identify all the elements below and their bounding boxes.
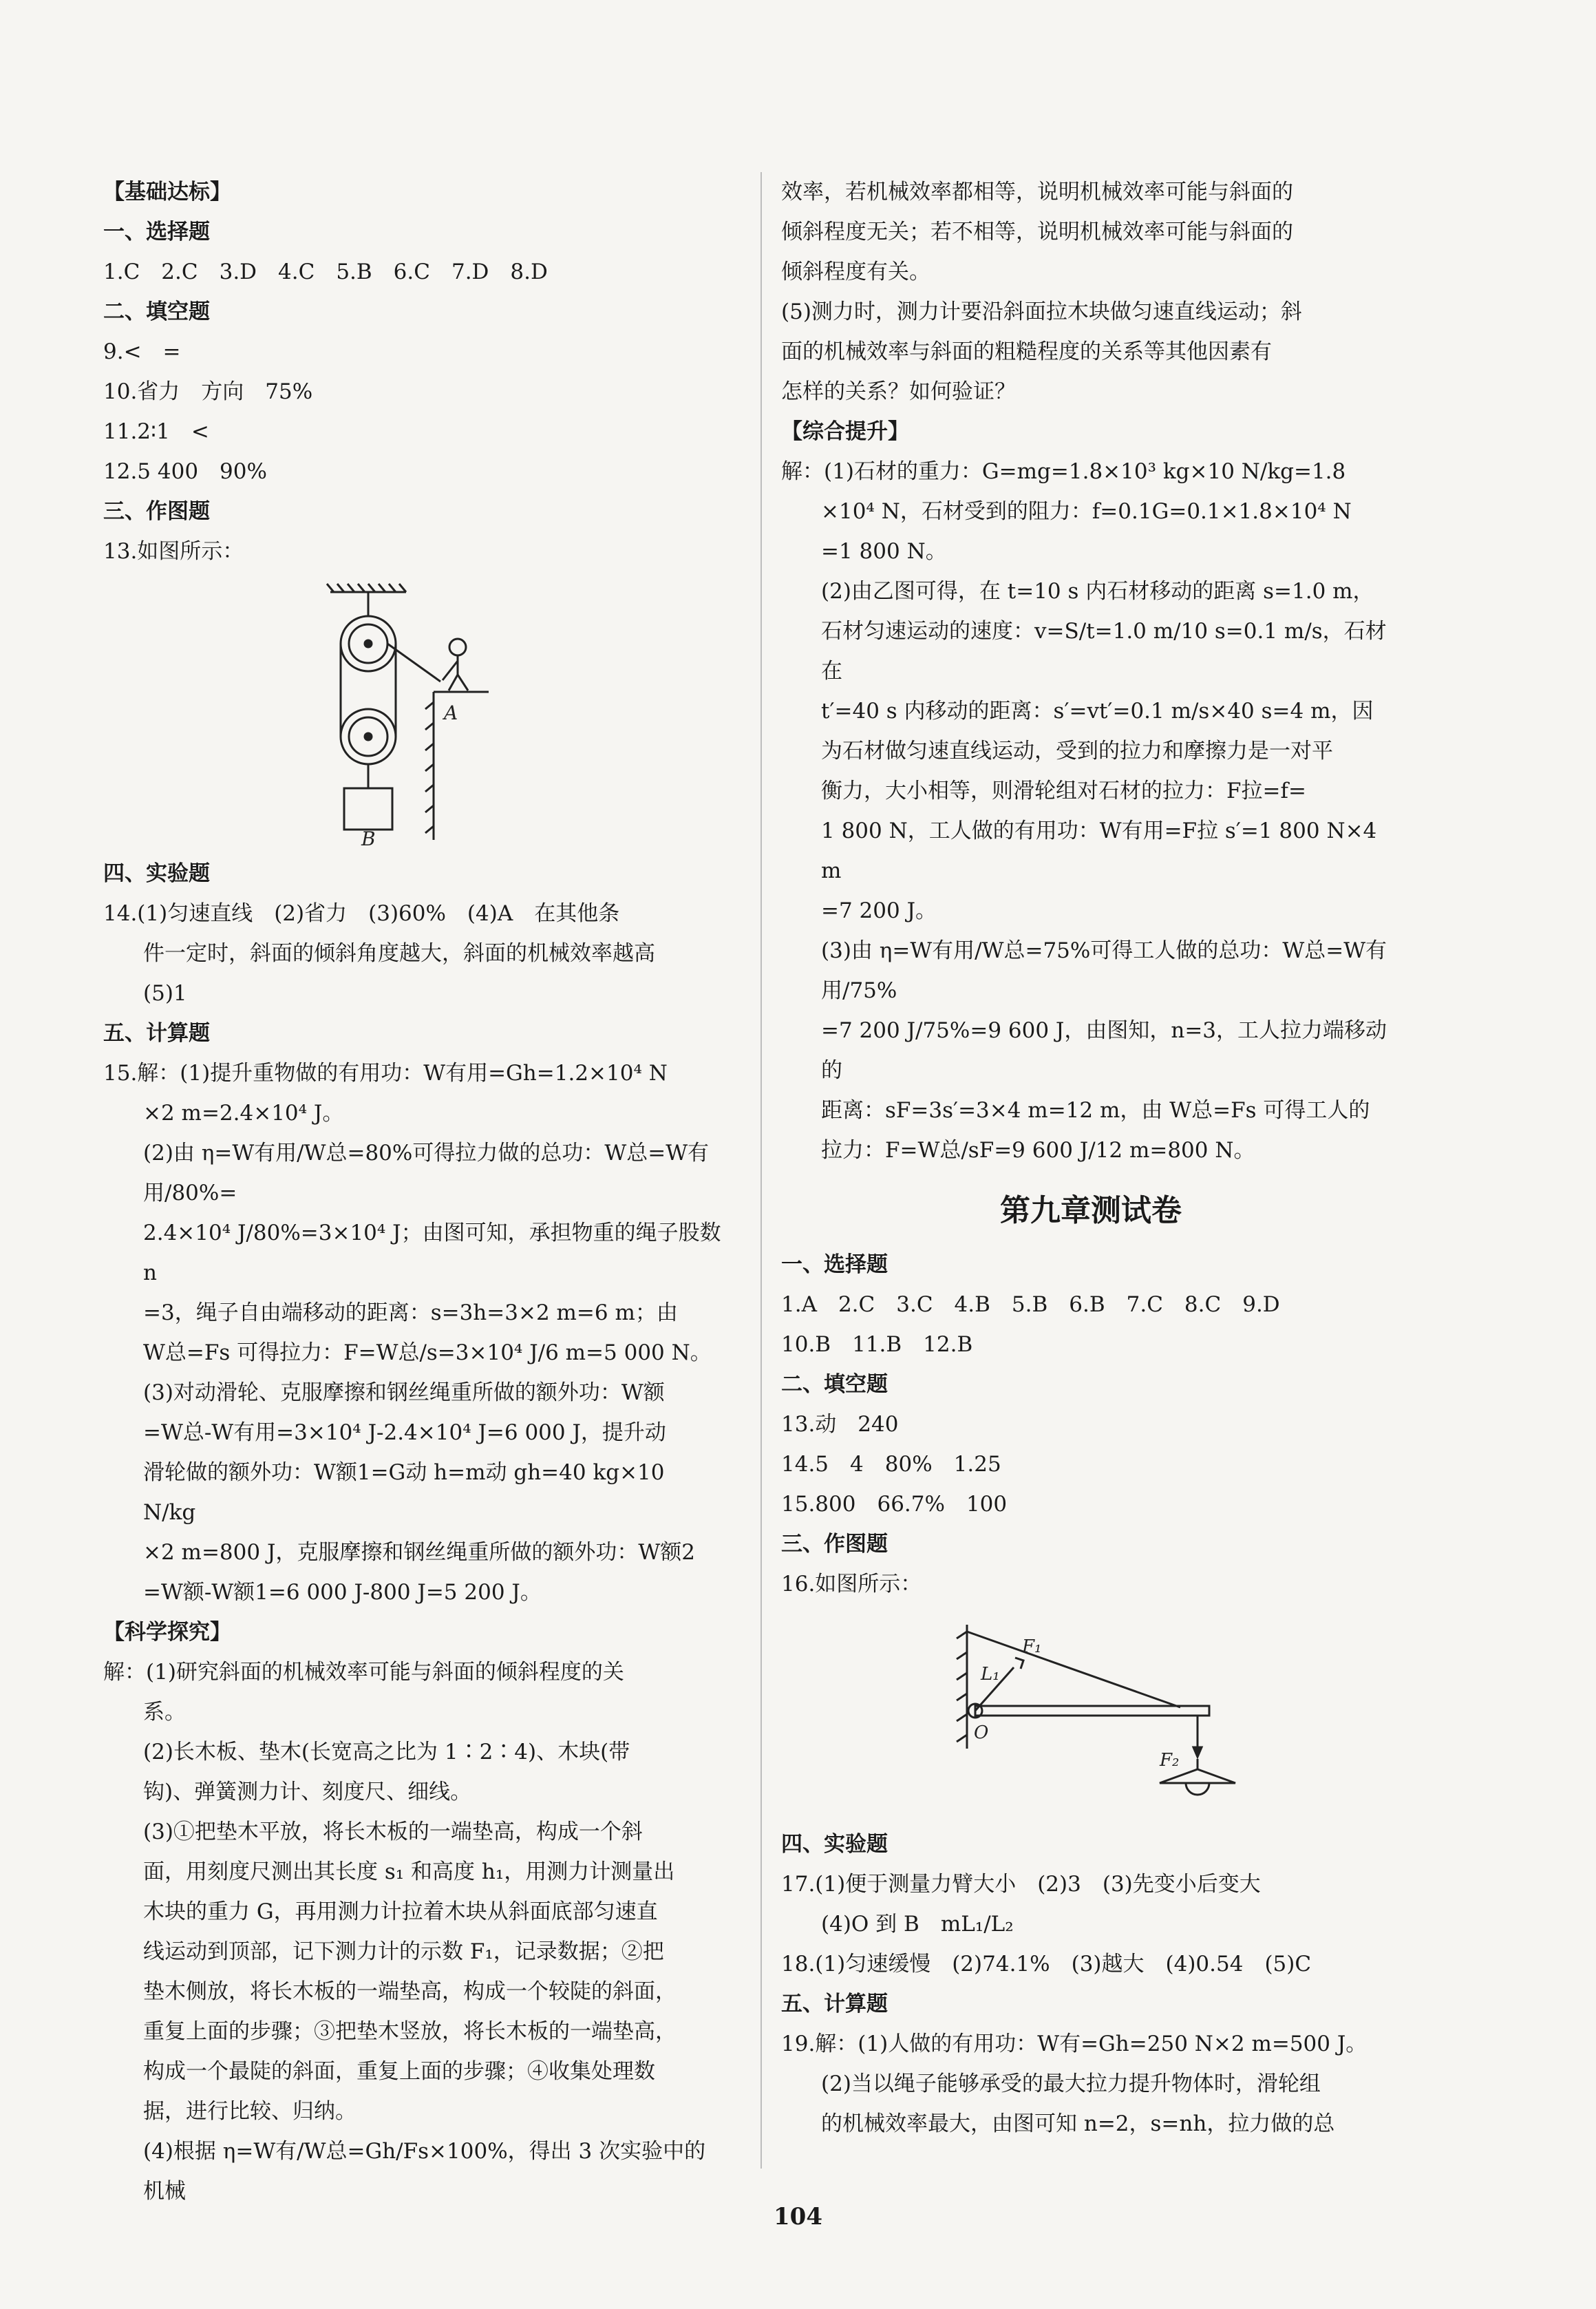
fig16-f2: F₂	[1160, 1750, 1180, 1771]
q14-line: 14.(1)匀速直线 (2)省力 (3)60% (4)A 在其他条	[103, 901, 620, 926]
q15-line: ×2 m=2.4×10⁴ J。	[143, 1101, 344, 1126]
fill-answer: 15.800 66.7% 100	[781, 1492, 1008, 1517]
fill-answer: 9.< =	[103, 339, 181, 364]
fill-answer: 13.动 240	[781, 1412, 899, 1437]
q15-line: =3，绳子自由端移动的距离：s=3h=3×2 m=6 m；由	[143, 1300, 678, 1325]
q19-line: 的机械效率最大，由图可知 n=2，s=nh，拉力做的总	[821, 2111, 1335, 2136]
q18-line: 18.(1)匀速缓慢 (2)74.1% (3)越大 (4)0.54 (5)C	[781, 1952, 1312, 1976]
sci-line: 构成一个最陡的斜面，重复上面的步骤；④收集处理数	[143, 2059, 655, 2084]
sci-cont-line: (5)测力时，测力计要沿斜面拉木块做匀速直线运动；斜	[781, 299, 1302, 324]
comp-line: 衡力，大小相等，则滑轮组对石材的拉力：F拉=f=	[821, 779, 1306, 803]
heading-fill: 二、填空题	[781, 1372, 888, 1397]
sci-line: 钩)、弹簧测力计、刻度尺、细线。	[143, 1780, 472, 1804]
heading-draw: 三、作图题	[103, 499, 210, 524]
fig16-f1: F₁	[1022, 1636, 1042, 1657]
q15-line: (3)对动滑轮、克服摩擦和钢丝绳重所做的额外功：W额	[143, 1380, 665, 1405]
comp-line: 为石材做匀速直线运动，受到的拉力和摩擦力是一对平	[821, 739, 1333, 763]
comp-line: =1 800 N。	[821, 539, 947, 564]
sci-cont-line: 倾斜程度无关；若不相等，说明机械效率可能与斜面的	[781, 220, 1293, 244]
q19-line: 19.解：(1)人做的有用功：W有=Gh=250 N×2 m=500 J。	[781, 2032, 1368, 2056]
section-comprehensive: 【综合提升】	[781, 419, 909, 444]
heading-calc: 五、计算题	[103, 1021, 210, 1046]
sci-line: 面，用刻度尺测出其长度 s₁ 和高度 h₁，用测力计测量出	[143, 1859, 675, 1884]
fill-answer: 11.2∶1 <	[103, 419, 209, 444]
choice-answers: 1.C 2.C 3.D 4.C 5.B 6.C 7.D 8.D	[103, 260, 548, 284]
heading-exp: 四、实验题	[103, 861, 210, 886]
comp-line: (3)由 η=W有用/W总=75%可得工人做的总功：W总=W有用/75%	[821, 938, 1387, 1003]
heading-calc: 五、计算题	[781, 1992, 888, 2016]
comp-line: =7 200 J/75%=9 600 J，由图知，n=3，工人拉力端移动的	[821, 1018, 1387, 1083]
choice-answers: 10.B 11.B 12.B	[781, 1332, 973, 1357]
q15-line: =W额-W额1=6 000 J-800 J=5 200 J。	[143, 1580, 542, 1605]
q14-line: (5)1	[143, 981, 187, 1006]
comp-line: 解：(1)石材的重力：G=mg=1.8×10³ kg×10 N/kg=1.8	[781, 459, 1346, 484]
sci-line: 线运动到顶部，记下测力计的示数 F₁，记录数据；②把	[143, 1939, 664, 1964]
q15-line: 15.解：(1)提升重物做的有用功：W有用=Gh=1.2×10⁴ N	[103, 1061, 668, 1086]
fill-answer: 10.省力 方向 75%	[103, 379, 313, 404]
pulley-figure	[103, 578, 723, 847]
q16-text: 16.如图所示：	[781, 1572, 922, 1596]
comp-line: 拉力：F=W总/sF=9 600 J/12 m=800 N。	[821, 1138, 1255, 1163]
sci-line: 系。	[143, 1700, 186, 1725]
heading-draw: 三、作图题	[781, 1532, 888, 1557]
right-column	[781, 172, 1401, 2144]
sci-line: 解：(1)研究斜面的机械效率可能与斜面的倾斜程度的关	[103, 1660, 624, 1685]
q15-line: 2.4×10⁴ J/80%=3×10⁴ J；由图可知，承担物重的绳子股数 n	[143, 1221, 721, 1285]
comp-line: 距离：sF=3s′=3×4 m=12 m，由 W总=Fs 可得工人的	[821, 1098, 1370, 1123]
sci-line: (2)长木板、垫木(长宽高之比为 1∶2∶4)、木块(带	[143, 1740, 630, 1764]
sci-cont-line: 怎样的关系？如何验证？	[781, 379, 1016, 404]
q17-line: 17.(1)便于测量力臂大小 (2)3 (3)先变小后变大	[781, 1872, 1261, 1897]
fig16-l1: L₁	[981, 1664, 1000, 1685]
left-column	[103, 172, 723, 2211]
comp-line: ×10⁴ N，石材受到的阻力：f=0.1G=0.1×1.8×10⁴ N	[821, 499, 1352, 524]
fill-answer: 14.5 4 80% 1.25	[781, 1452, 1001, 1477]
q15-line: ×2 m=800 J，克服摩擦和钢丝绳重所做的额外功：W额2	[143, 1540, 695, 1565]
fig16-o: O	[974, 1722, 989, 1743]
section-science: 【科学探究】	[103, 1620, 231, 1645]
sci-line: (3)①把垫木平放，将长木板的一端垫高，构成一个斜	[143, 1820, 643, 1844]
sci-cont-line: 面的机械效率与斜面的粗糙程度的关系等其他因素有	[781, 339, 1272, 364]
choice-answers: 1.A 2.C 3.C 4.B 5.B 6.B 7.C 8.C 9.D	[781, 1292, 1280, 1317]
column-divider	[760, 172, 762, 2169]
q17-line: (4)O 到 B mL₁/L₂	[821, 1912, 1014, 1937]
section-basic: 【基础达标】	[103, 180, 231, 204]
q14-line: 件一定时，斜面的倾斜角度越大，斜面的机械效率越高	[143, 941, 655, 966]
comp-line: (2)由乙图可得，在 t=10 s 内石材移动的距离 s=1.0 m，	[821, 579, 1374, 604]
comp-line: 石材匀速运动的速度：v=S/t=1.0 m/10 s=0.1 m/s，石材在	[821, 619, 1387, 684]
sci-line: 重复上面的步骤；③把垫木竖放，将长木板的一端垫高，	[143, 2019, 677, 2044]
fig13-label-b: B	[361, 827, 376, 847]
page-number: 104	[774, 2203, 822, 2231]
q19-line: (2)当以绳子能够承受的最大拉力提升物体时，滑轮组	[821, 2071, 1321, 2096]
comp-line: 1 800 N，工人做的有用功：W有用=F拉 s′=1 800 N×4 m	[821, 819, 1377, 883]
q15-line: (2)由 η=W有用/W总=80%可得拉力做的总功：W总=W有用/80%=	[143, 1141, 710, 1205]
heading-exp: 四、实验题	[781, 1832, 888, 1857]
sci-line: 垫木侧放，将长木板的一端垫高，构成一个较陡的斜面，	[143, 1979, 677, 2004]
heading-fill: 二、填空题	[103, 299, 210, 324]
comp-line: t′=40 s 内移动的距离：s′=vt′=0.1 m/s×40 s=4 m，因	[821, 699, 1374, 724]
sci-cont-line: 效率，若机械效率都相等，说明机械效率可能与斜面的	[781, 180, 1293, 204]
chapter-title: 第九章测试卷	[1000, 1193, 1182, 1228]
sci-line: 木块的重力 G，再用测力计拉着木块从斜面底部匀速直	[143, 1899, 658, 1924]
sci-line: (4)根据 η=W有/W总=Gh/Fs×100%，得出 3 次实验中的机械	[143, 2139, 706, 2204]
q15-line: =W总-W有用=3×10⁴ J-2.4×10⁴ J=6 000 J，提升动	[143, 1420, 666, 1445]
q15-line: W总=Fs 可得拉力：F=W总/s=3×10⁴ J/6 m=5 000 N。	[143, 1340, 712, 1365]
comp-line: =7 200 J。	[821, 898, 937, 923]
fill-answer: 12.5 400 90%	[103, 459, 267, 484]
lever-figure	[781, 1611, 1401, 1817]
heading-choice: 一、选择题	[781, 1252, 888, 1277]
q15-line: 滑轮做的额外功：W额1=G动 h=m动 gh=40 kg×10 N/kg	[143, 1460, 665, 1525]
fig13-label-a: A	[444, 702, 458, 724]
sci-line: 据，进行比较、归纳。	[143, 2099, 357, 2124]
sci-cont-line: 倾斜程度有关。	[781, 260, 930, 284]
q13-text: 13.如图所示：	[103, 539, 244, 564]
heading-choice: 一、选择题	[103, 220, 210, 244]
